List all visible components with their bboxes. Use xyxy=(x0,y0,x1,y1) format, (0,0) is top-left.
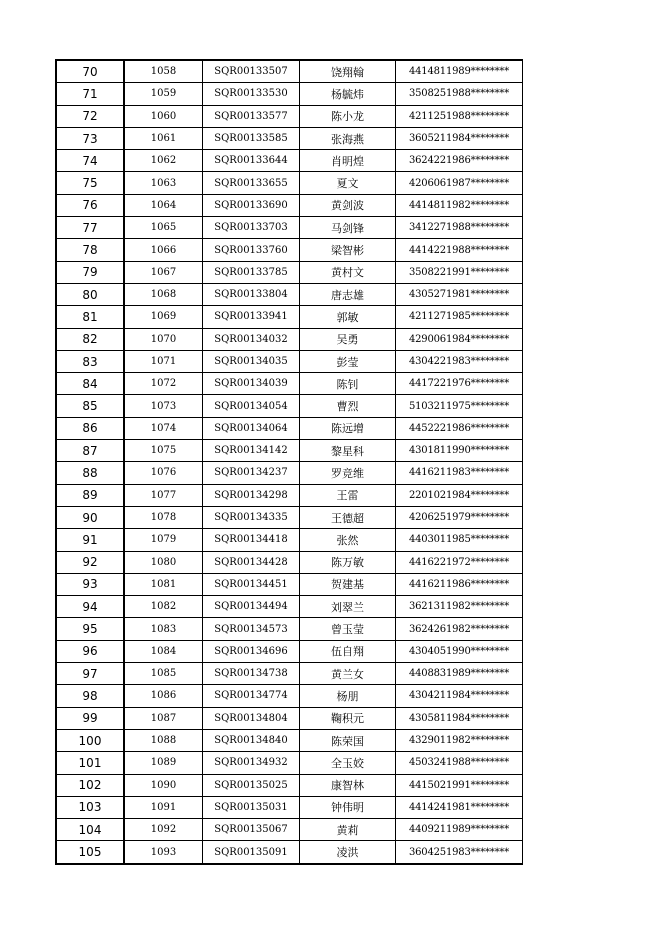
row-index-cell: 71 xyxy=(56,83,124,105)
name-cell: 梁智彬 xyxy=(300,239,396,261)
row-index-cell: 99 xyxy=(56,707,124,729)
code-cell: SQR00134064 xyxy=(203,417,300,439)
code-cell: SQR00134738 xyxy=(203,663,300,685)
id-number-cell: 4304221983******** xyxy=(396,350,523,372)
code-cell: SQR00134039 xyxy=(203,373,300,395)
code-cell: SQR00134932 xyxy=(203,752,300,774)
code-cell: SQR00134054 xyxy=(203,395,300,417)
number-cell: 1089 xyxy=(124,752,203,774)
code-cell: SQR00133507 xyxy=(203,60,300,83)
number-cell: 1069 xyxy=(124,306,203,328)
number-cell: 1071 xyxy=(124,350,203,372)
name-cell: 杨朋 xyxy=(300,685,396,707)
code-cell: SQR00135025 xyxy=(203,774,300,796)
id-number-cell: 2201021984******** xyxy=(396,484,523,506)
table-row xyxy=(56,796,523,818)
number-cell: 1060 xyxy=(124,105,203,127)
name-cell: 陈小龙 xyxy=(300,105,396,127)
code-cell: SQR00133941 xyxy=(203,306,300,328)
table-row xyxy=(56,217,523,239)
number-cell: 1074 xyxy=(124,417,203,439)
table-row xyxy=(56,573,523,595)
code-cell: SQR00135031 xyxy=(203,796,300,818)
number-cell: 1082 xyxy=(124,596,203,618)
number-cell: 1075 xyxy=(124,440,203,462)
row-index-cell: 100 xyxy=(56,729,124,751)
id-number-cell: 4416221972******** xyxy=(396,551,523,573)
number-cell: 1062 xyxy=(124,150,203,172)
name-cell: 王德超 xyxy=(300,506,396,528)
row-index-cell: 80 xyxy=(56,283,124,305)
id-number-cell: 4416211983******** xyxy=(396,462,523,484)
number-cell: 1068 xyxy=(124,283,203,305)
row-index-cell: 79 xyxy=(56,261,124,283)
table-row xyxy=(56,440,523,462)
id-number-cell: 3624261982******** xyxy=(396,618,523,640)
id-number-cell: 4414221988******** xyxy=(396,239,523,261)
number-cell: 1064 xyxy=(124,194,203,216)
id-number-cell: 3508251988******** xyxy=(396,83,523,105)
row-index-cell: 96 xyxy=(56,640,124,662)
number-cell: 1086 xyxy=(124,685,203,707)
id-number-cell: 5103211975******** xyxy=(396,395,523,417)
id-number-cell: 4415021991******** xyxy=(396,774,523,796)
table-row xyxy=(56,417,523,439)
row-index-cell: 82 xyxy=(56,328,124,350)
row-index-cell: 77 xyxy=(56,217,124,239)
name-cell: 肖明煌 xyxy=(300,150,396,172)
number-cell: 1085 xyxy=(124,663,203,685)
code-cell: SQR00133804 xyxy=(203,283,300,305)
number-cell: 1087 xyxy=(124,707,203,729)
code-cell: SQR00134418 xyxy=(203,529,300,551)
number-cell: 1065 xyxy=(124,217,203,239)
row-index-cell: 88 xyxy=(56,462,124,484)
id-number-cell: 3508221991******** xyxy=(396,261,523,283)
name-cell: 陈远增 xyxy=(300,417,396,439)
table-row xyxy=(56,596,523,618)
code-cell: SQR00134298 xyxy=(203,484,300,506)
name-cell: 刘翠兰 xyxy=(300,596,396,618)
number-cell: 1078 xyxy=(124,506,203,528)
id-number-cell: 4403011985******** xyxy=(396,529,523,551)
table-row xyxy=(56,127,523,149)
row-index-cell: 101 xyxy=(56,752,124,774)
id-number-cell: 4290061984******** xyxy=(396,328,523,350)
number-cell: 1072 xyxy=(124,373,203,395)
code-cell: SQR00133760 xyxy=(203,239,300,261)
table-row xyxy=(56,105,523,127)
row-index-cell: 103 xyxy=(56,796,124,818)
name-cell: 凌洪 xyxy=(300,841,396,864)
row-index-cell: 95 xyxy=(56,618,124,640)
table-row xyxy=(56,774,523,796)
code-cell: SQR00134032 xyxy=(203,328,300,350)
table-row xyxy=(56,707,523,729)
id-number-cell: 4409211989******** xyxy=(396,819,523,841)
id-number-cell: 4329011982******** xyxy=(396,729,523,751)
row-index-cell: 87 xyxy=(56,440,124,462)
table-row xyxy=(56,328,523,350)
name-cell: 王雷 xyxy=(300,484,396,506)
name-cell: 陈荣国 xyxy=(300,729,396,751)
number-cell: 1076 xyxy=(124,462,203,484)
name-cell: 陈万敏 xyxy=(300,551,396,573)
row-index-cell: 86 xyxy=(56,417,124,439)
id-number-cell: 3624221986******** xyxy=(396,150,523,172)
code-cell: SQR00134804 xyxy=(203,707,300,729)
row-index-cell: 74 xyxy=(56,150,124,172)
table-row xyxy=(56,261,523,283)
row-index-cell: 81 xyxy=(56,306,124,328)
name-cell: 黄村文 xyxy=(300,261,396,283)
id-number-cell: 4408831989******** xyxy=(396,663,523,685)
name-cell: 全玉姣 xyxy=(300,752,396,774)
table-row xyxy=(56,551,523,573)
row-index-cell: 75 xyxy=(56,172,124,194)
name-cell: 曹烈 xyxy=(300,395,396,417)
table-row xyxy=(56,729,523,751)
table-row xyxy=(56,172,523,194)
table-row xyxy=(56,506,523,528)
name-cell: 康智林 xyxy=(300,774,396,796)
table-row xyxy=(56,239,523,261)
row-index-cell: 84 xyxy=(56,373,124,395)
name-cell: 饶翔翰 xyxy=(300,60,396,83)
code-cell: SQR00133644 xyxy=(203,150,300,172)
name-cell: 黄兰女 xyxy=(300,663,396,685)
number-cell: 1079 xyxy=(124,529,203,551)
table-row xyxy=(56,194,523,216)
id-number-cell: 3605211984******** xyxy=(396,127,523,149)
code-cell: SQR00134035 xyxy=(203,350,300,372)
table-row xyxy=(56,150,523,172)
id-number-cell: 3621311982******** xyxy=(396,596,523,618)
row-index-cell: 93 xyxy=(56,573,124,595)
id-number-cell: 4452221986******** xyxy=(396,417,523,439)
number-cell: 1084 xyxy=(124,640,203,662)
code-cell: SQR00133655 xyxy=(203,172,300,194)
id-number-cell: 4304051990******** xyxy=(396,640,523,662)
number-cell: 1073 xyxy=(124,395,203,417)
code-cell: SQR00134494 xyxy=(203,596,300,618)
number-cell: 1088 xyxy=(124,729,203,751)
code-cell: SQR00134142 xyxy=(203,440,300,462)
code-cell: SQR00134840 xyxy=(203,729,300,751)
id-number-cell: 4416211986******** xyxy=(396,573,523,595)
number-cell: 1063 xyxy=(124,172,203,194)
number-cell: 1091 xyxy=(124,796,203,818)
table-row xyxy=(56,484,523,506)
code-cell: SQR00134451 xyxy=(203,573,300,595)
table-row xyxy=(56,663,523,685)
number-cell: 1059 xyxy=(124,83,203,105)
number-cell: 1077 xyxy=(124,484,203,506)
name-cell: 罗竞维 xyxy=(300,462,396,484)
code-cell: SQR00133785 xyxy=(203,261,300,283)
number-cell: 1081 xyxy=(124,573,203,595)
number-cell: 1066 xyxy=(124,239,203,261)
number-cell: 1070 xyxy=(124,328,203,350)
row-index-cell: 102 xyxy=(56,774,124,796)
id-number-cell: 4503241988******** xyxy=(396,752,523,774)
code-cell: SQR00134237 xyxy=(203,462,300,484)
id-number-cell: 4301811990******** xyxy=(396,440,523,462)
id-number-cell: 4305271981******** xyxy=(396,283,523,305)
id-number-cell: 4206251979******** xyxy=(396,506,523,528)
table-row xyxy=(56,60,523,83)
name-cell: 黄莉 xyxy=(300,819,396,841)
table-row xyxy=(56,373,523,395)
id-number-cell: 4211251988******** xyxy=(396,105,523,127)
table-row xyxy=(56,529,523,551)
row-index-cell: 104 xyxy=(56,819,124,841)
code-cell: SQR00134573 xyxy=(203,618,300,640)
code-cell: SQR00134428 xyxy=(203,551,300,573)
name-cell: 张然 xyxy=(300,529,396,551)
table-row xyxy=(56,685,523,707)
id-number-cell: 3412271988******** xyxy=(396,217,523,239)
table-row xyxy=(56,462,523,484)
number-cell: 1058 xyxy=(124,60,203,83)
code-cell: SQR00133530 xyxy=(203,83,300,105)
id-number-cell: 4206061987******** xyxy=(396,172,523,194)
id-number-cell: 4414811982******** xyxy=(396,194,523,216)
name-cell: 彭莹 xyxy=(300,350,396,372)
table-row xyxy=(56,752,523,774)
row-index-cell: 78 xyxy=(56,239,124,261)
row-index-cell: 105 xyxy=(56,841,124,864)
name-cell: 鞠积元 xyxy=(300,707,396,729)
code-cell: SQR00134335 xyxy=(203,506,300,528)
name-cell: 曾玉莹 xyxy=(300,618,396,640)
table-row xyxy=(56,350,523,372)
row-index-cell: 92 xyxy=(56,551,124,573)
name-cell: 陈钊 xyxy=(300,373,396,395)
code-cell: SQR00135091 xyxy=(203,841,300,864)
table-row xyxy=(56,841,523,864)
code-cell: SQR00133690 xyxy=(203,194,300,216)
row-index-cell: 72 xyxy=(56,105,124,127)
number-cell: 1083 xyxy=(124,618,203,640)
name-cell: 贺建基 xyxy=(300,573,396,595)
row-index-cell: 90 xyxy=(56,506,124,528)
row-index-cell: 98 xyxy=(56,685,124,707)
row-index-cell: 97 xyxy=(56,663,124,685)
name-cell: 夏文 xyxy=(300,172,396,194)
row-index-cell: 83 xyxy=(56,350,124,372)
id-number-cell: 4414811989******** xyxy=(396,60,523,83)
table-row xyxy=(56,83,523,105)
id-number-cell: 3604251983******** xyxy=(396,841,523,864)
row-index-cell: 76 xyxy=(56,194,124,216)
name-cell: 吴勇 xyxy=(300,328,396,350)
table-row xyxy=(56,306,523,328)
table-row xyxy=(56,640,523,662)
row-index-cell: 91 xyxy=(56,529,124,551)
table-row xyxy=(56,618,523,640)
code-cell: SQR00133577 xyxy=(203,105,300,127)
row-index-cell: 73 xyxy=(56,127,124,149)
name-cell: 黄剑波 xyxy=(300,194,396,216)
table-body xyxy=(56,60,523,864)
name-cell: 伍自翔 xyxy=(300,640,396,662)
table-row xyxy=(56,395,523,417)
row-index-cell: 89 xyxy=(56,484,124,506)
spreadsheet-table xyxy=(55,59,523,865)
id-number-cell: 4304211984******** xyxy=(396,685,523,707)
row-index-cell: 85 xyxy=(56,395,124,417)
name-cell: 张海燕 xyxy=(300,127,396,149)
name-cell: 黎星科 xyxy=(300,440,396,462)
code-cell: SQR00134696 xyxy=(203,640,300,662)
number-cell: 1067 xyxy=(124,261,203,283)
code-cell: SQR00133585 xyxy=(203,127,300,149)
id-number-cell: 4417221976******** xyxy=(396,373,523,395)
table-row xyxy=(56,819,523,841)
number-cell: 1093 xyxy=(124,841,203,864)
name-cell: 唐志雄 xyxy=(300,283,396,305)
code-cell: SQR00133703 xyxy=(203,217,300,239)
number-cell: 1061 xyxy=(124,127,203,149)
name-cell: 钟伟明 xyxy=(300,796,396,818)
id-number-cell: 4305811984******** xyxy=(396,707,523,729)
number-cell: 1090 xyxy=(124,774,203,796)
name-cell: 郭敏 xyxy=(300,306,396,328)
id-number-cell: 4211271985******** xyxy=(396,306,523,328)
code-cell: SQR00134774 xyxy=(203,685,300,707)
name-cell: 马剑锋 xyxy=(300,217,396,239)
number-cell: 1080 xyxy=(124,551,203,573)
code-cell: SQR00135067 xyxy=(203,819,300,841)
row-index-cell: 70 xyxy=(56,60,124,83)
id-number-cell: 4414241981******** xyxy=(396,796,523,818)
row-index-cell: 94 xyxy=(56,596,124,618)
table-row xyxy=(56,283,523,305)
name-cell: 杨毓炜 xyxy=(300,83,396,105)
number-cell: 1092 xyxy=(124,819,203,841)
